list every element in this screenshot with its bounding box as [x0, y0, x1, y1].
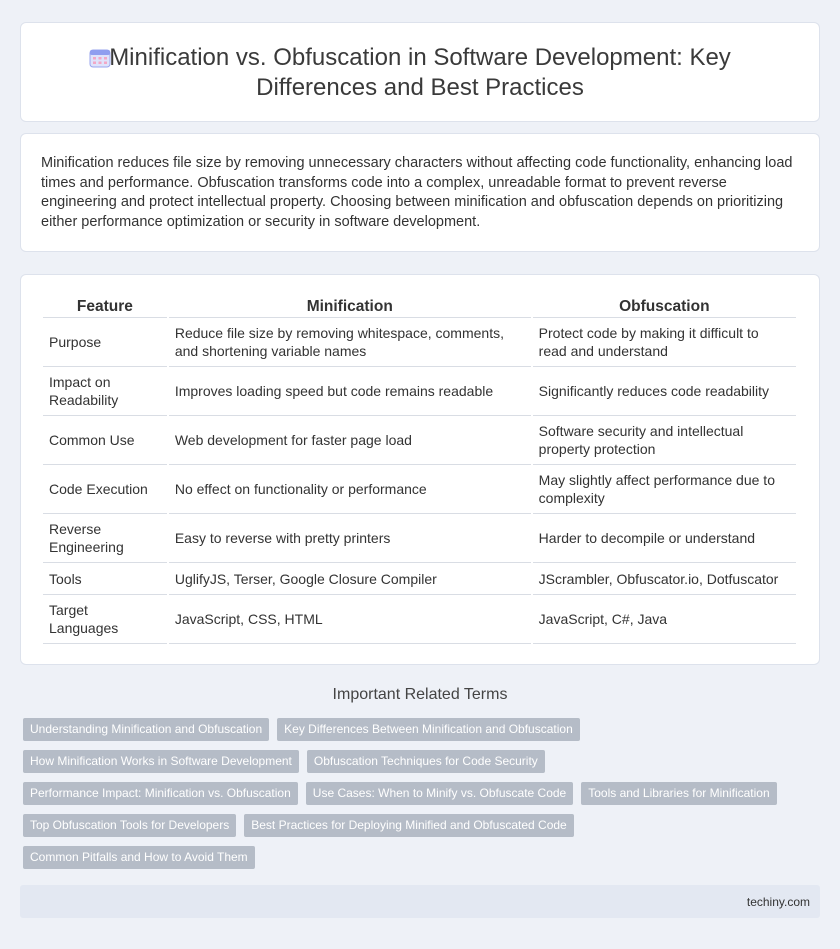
related-term-tag[interactable]: Best Practices for Deploying Minified and Obfuscated Code: [244, 814, 574, 837]
table-row: [43, 514, 796, 563]
related-term-tag[interactable]: Performance Impact: Minification vs. Obfuscation: [23, 782, 298, 805]
comparison-table: [41, 295, 798, 644]
obfuscation-cell: JScrambler, Obfuscator.io, Dotfuscator: [533, 563, 796, 595]
obfuscation-cell: Harder to decompile or understand: [533, 514, 796, 563]
related-terms-list: [23, 718, 793, 869]
header-feature: Feature: [43, 295, 167, 318]
minification-cell: No effect on functionality or performance: [169, 465, 531, 514]
related-term-tag[interactable]: Obfuscation Techniques for Code Security: [307, 750, 545, 773]
feature-cell: Reverse Engineering: [43, 514, 167, 563]
feature-cell: Impact on Readability: [43, 367, 167, 416]
minification-cell: JavaScript, CSS, HTML: [169, 595, 531, 644]
obfuscation-cell: Software security and intellectual property protection: [533, 416, 796, 465]
related-term-tag[interactable]: Understanding Minification and Obfuscation: [23, 718, 269, 741]
summary-paragraph: Minification reduces file size by removing unnecessary characters without affecting code functionality, enhancing load times and performance. Obfuscation transforms code into a complex, unreadable format to prevent reverse engineering and protect intellectual property. Choosing between minification and obfuscation depends on prioritizing either performance optimization or security in software development.: [41, 155, 793, 230]
feature-cell: Tools: [43, 563, 167, 595]
table-row: [43, 563, 796, 595]
header-card: [20, 22, 820, 122]
related-term-tag[interactable]: Top Obfuscation Tools for Developers: [23, 814, 236, 837]
minification-cell: Improves loading speed but code remains readable: [169, 367, 531, 416]
feature-cell: Common Use: [43, 416, 167, 465]
obfuscation-cell: JavaScript, C#, Java: [533, 595, 796, 644]
table-row: [43, 595, 796, 644]
table-row: [43, 465, 796, 514]
feature-cell: Purpose: [43, 318, 167, 367]
minification-cell: Reduce file size by removing whitespace, comments, and shortening variable names: [169, 318, 531, 367]
page-title: Minification vs. Obfuscation in Software Development: Key Differences and Best Practices: [109, 44, 731, 101]
related-term-tag[interactable]: Use Cases: When to Minify vs. Obfuscate Code: [306, 782, 573, 805]
related-terms-heading: Important Related Terms: [332, 686, 508, 703]
comparison-table-card: [20, 274, 820, 665]
related-term-tag[interactable]: Tools and Libraries for Minification: [581, 782, 776, 805]
related-term-tag[interactable]: Key Differences Between Minification and Obfuscation: [277, 718, 580, 741]
table-row: [43, 367, 796, 416]
obfuscation-cell: May slightly affect performance due to complexity: [533, 465, 796, 514]
obfuscation-cell: Significantly reduces code readability: [533, 367, 796, 416]
related-term-tag[interactable]: Common Pitfalls and How to Avoid Them: [23, 846, 255, 869]
header-obfuscation: Obfuscation: [533, 295, 796, 318]
table-row: [43, 318, 796, 367]
feature-cell: Code Execution: [43, 465, 167, 514]
obfuscation-cell: Protect code by making it difficult to read and understand: [533, 318, 796, 367]
table-row: [43, 416, 796, 465]
summary-card: [20, 133, 820, 252]
footer: [20, 885, 820, 918]
related-term-tag[interactable]: How Minification Works in Software Development: [23, 750, 299, 773]
minification-cell: UglifyJS, Terser, Google Closure Compiler: [169, 563, 531, 595]
minification-cell: Web development for faster page load: [169, 416, 531, 465]
header-minification: Minification: [169, 295, 531, 318]
table-header-row: [43, 295, 796, 318]
minification-cell: Easy to reverse with pretty printers: [169, 514, 531, 563]
footer-site-link[interactable]: techiny.com: [746, 895, 810, 909]
feature-cell: Target Languages: [43, 595, 167, 644]
